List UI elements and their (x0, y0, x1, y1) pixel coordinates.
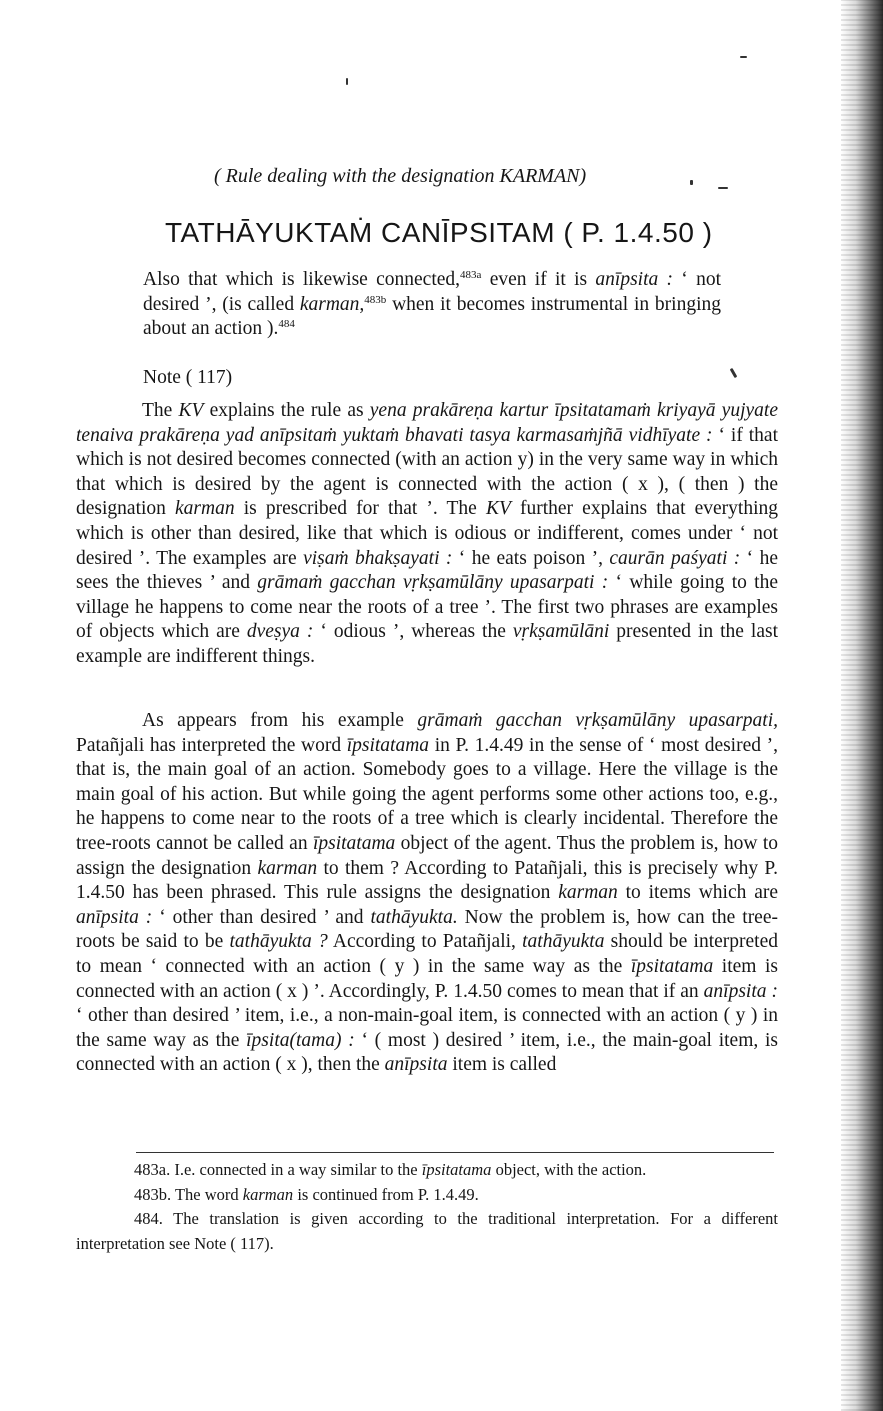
print-speck (690, 180, 693, 185)
footnote-ref: 483b (364, 293, 387, 306)
footnote-ref: 483a (460, 269, 482, 281)
note-label: Note ( 117) (143, 367, 233, 388)
print-speck (346, 78, 348, 85)
print-speck (740, 56, 747, 58)
rule-translation: Also that which is likewise connected,$^{483a}$ even if it is anīpsita : ‘ not desired ’, (is called karman,$^{483b}$ when it becomes instrumental in bringing about an action ).$^{484}$ (143, 269, 722, 340)
footnote-483b: 483b. The word karman is continued from P. 1.4.49. (134, 1184, 479, 1204)
footnote-divider (136, 1152, 774, 1153)
footnote-483a: 483a. I.e. connected in a way similar to the īpsitatama object, with the action. (134, 1160, 647, 1179)
print-speck (730, 368, 738, 378)
page-binding-edge (841, 0, 883, 1411)
footnote-ref: 484 (278, 318, 295, 331)
note-paragraph-2: As appears from his example grāmaṁ gacchan vṛkṣamūlāny upasarpati, Patañjali has interpreted the word īpsitatama in P. 1.4.49 in the sense of ‘ most desired ’, that is, the main goal of an action. Somebody goes to a village. Here the village is the main goal of his action. But while going the agent performs some other actions too, e.g., he happens to come near to the roots of a tree which is clearly incidental. Therefore the tree-roots cannot be called an īpsitatama object of the agent. Thus the problem is, how to assign the designation karman to them ? According to Patañjali, this is precisely why P. 1.4.50 has been phrased. This rule assigns the designation karman to items which are anīpsita : ‘ other than desired ’ and tathāyukta. Now the problem is, how can the tree-roots be said to be tathāyukta ? According to Patañjali, tathāyukta should be interpreted to mean ‘ connected with an action ( y ) in the same way as the īpsitatama item is connected with an action ( x ) ’. Accordingly, P. 1.4.50 comes to mean that if an anīpsita : ‘ other than desired ’ item, i.e., a non-main-goal item, is connected with an action ( y ) in the same way as the īpsita(tama) : ‘ ( most ) desired ’ item, i.e., the main-goal item, is connected with an action ( x ), then the anīpsita item is called (76, 710, 779, 1076)
footnote-484: 484. The translation is given according to the traditional interpretation. For a different interpretation see Note ( 117). (76, 1209, 778, 1253)
rule-subtitle: ( Rule dealing with the designation KARMAN) (214, 165, 587, 187)
print-speck (718, 187, 728, 189)
rule-heading: TATHĀYUKTAṀ CANĪPSITAM ( P. 1.4.50 ) (165, 217, 713, 248)
footnotes (76, 1158, 778, 1256)
note-paragraph-1: The KV explains the rule as yena prakāreṇa kartur īpsitatamaṁ kriyayā yujyate tenaiva prakāreṇa yad anīpsitaṁ yuktaṁ bhavati tasya karmasaṁjñā vidhīyate : ‘ if that which is not desired becomes connected (with an action y) in the very same way in which that which is desired by the agent is connected with the action ( x ), ( then ) the designation karman is prescribed for that ’. The KV further explains that everything which is other than desired, like that which is odious or indifferent, comes under ‘ not desired ’. The examples are viṣaṁ bhakṣayati : ‘ he eats poison ’, caurān paśyati : ‘ he sees the thieves ’ and grāmaṁ gacchan vṛkṣamūlāny upasarpati : ‘ while going to the village he happens to come near the roots of a tree ’. The first two phrases are examples of objects which are dveṣya : ‘ odious ’, whereas the vṛkṣamūlāni presented in the last example are indifferent things. (76, 400, 779, 667)
